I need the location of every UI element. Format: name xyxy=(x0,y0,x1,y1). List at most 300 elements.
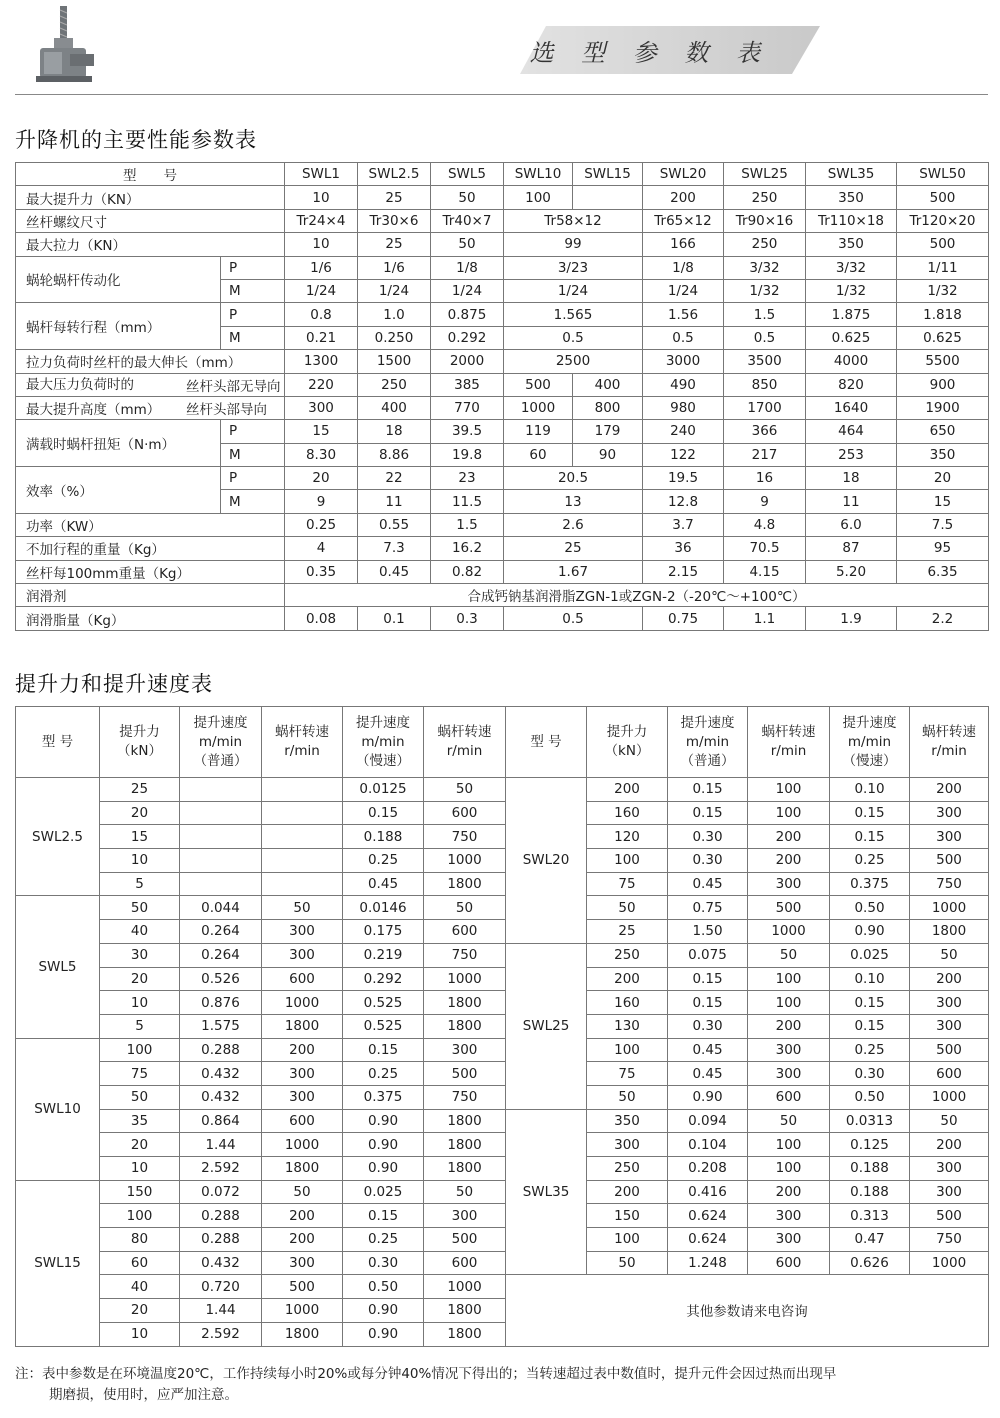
table-cell: 300 xyxy=(262,943,343,967)
table-cell: 0.21 xyxy=(285,326,358,349)
table-cell: 10 xyxy=(100,849,180,873)
table-cell: 1000 xyxy=(424,849,506,873)
table-cell: 119 xyxy=(504,420,573,443)
table-cell: 200 xyxy=(587,778,668,802)
table-cell: 1/24 xyxy=(643,279,724,302)
table-cell: 240 xyxy=(643,420,724,443)
table-cell: 50 xyxy=(262,1180,343,1204)
table-cell: SWL20 xyxy=(643,163,724,186)
table-cell: 1.9 xyxy=(806,607,897,630)
screw-jack-product-image xyxy=(30,4,100,88)
table-cell: 200 xyxy=(587,967,668,991)
sub-label: M xyxy=(221,490,285,513)
table-cell: 980 xyxy=(643,396,724,419)
table-header-row xyxy=(16,707,989,778)
table-cell: 1000 xyxy=(504,396,573,419)
row-label: 拉力负荷时丝杆的最大伸长（mm） xyxy=(16,350,285,373)
table-cell: 0.25 xyxy=(830,1038,910,1062)
table-cell: 350 xyxy=(806,186,897,209)
table-cell: 0.208 xyxy=(668,1157,748,1181)
table-cell: 0.188 xyxy=(830,1157,910,1181)
table-cell: 300 xyxy=(424,1204,506,1228)
table-cell: 1.44 xyxy=(180,1299,262,1323)
table-cell: 1800 xyxy=(424,1014,506,1038)
table-row xyxy=(16,513,989,536)
table-cell: 200 xyxy=(910,778,989,802)
table-cell: 300 xyxy=(748,872,830,896)
table-cell: 464 xyxy=(806,420,897,443)
row-label: 效率（%） xyxy=(16,467,221,514)
table-cell: 2.15 xyxy=(643,560,724,583)
table-cell: 0.90 xyxy=(343,1157,424,1181)
table-cell xyxy=(180,825,262,849)
table-cell: 16 xyxy=(724,467,806,490)
table-cell: 0.15 xyxy=(830,1014,910,1038)
table-cell: 1.44 xyxy=(180,1133,262,1157)
table-cell: 0.624 xyxy=(668,1228,748,1252)
table-cell: 合成钙钠基润滑脂ZGN-1或ZGN-2（-20℃～+100℃） xyxy=(285,584,989,607)
table-cell: 0.720 xyxy=(180,1275,262,1299)
table-cell: 1.50 xyxy=(668,920,748,944)
table-cell: SWL25 xyxy=(724,163,806,186)
table-cell: Tr58×12 xyxy=(504,209,643,232)
table-cell: 50 xyxy=(100,896,180,920)
table-cell: 300 xyxy=(748,1062,830,1086)
table-cell: 0.525 xyxy=(343,1014,424,1038)
table-cell: 3.7 xyxy=(643,513,724,536)
table-cell: 18 xyxy=(358,420,431,443)
table-cell xyxy=(180,849,262,873)
table-cell: 25 xyxy=(100,778,180,802)
table-cell: 1800 xyxy=(262,1014,343,1038)
table-cell: 50 xyxy=(910,1109,989,1133)
table-cell: 0.104 xyxy=(668,1133,748,1157)
table-cell: 0.044 xyxy=(180,896,262,920)
table-cell: 0.45 xyxy=(668,1062,748,1086)
table-cell: 0.30 xyxy=(830,1062,910,1086)
table-cell: 1000 xyxy=(262,1299,343,1323)
table-cell: 0.525 xyxy=(343,991,424,1015)
table-cell: 25 xyxy=(358,186,431,209)
table-cell: 0.82 xyxy=(431,560,504,583)
table-cell: 250 xyxy=(587,1157,668,1181)
table-cell: 200 xyxy=(748,1014,830,1038)
table-cell: 0.075 xyxy=(668,943,748,967)
table-cell: 0.876 xyxy=(180,991,262,1015)
table-cell: 0.626 xyxy=(830,1251,910,1275)
table-cell: Tr30×6 xyxy=(358,209,431,232)
table-cell: 15 xyxy=(285,420,358,443)
table-cell: 300 xyxy=(262,920,343,944)
table-cell: SWL15 xyxy=(573,163,643,186)
table-cell: 200 xyxy=(587,1180,668,1204)
table-cell: 0.25 xyxy=(343,1062,424,1086)
table-cell: 200 xyxy=(262,1228,343,1252)
table-cell: 8.86 xyxy=(358,443,431,466)
table-cell: 1/32 xyxy=(806,279,897,302)
table-cell: 2500 xyxy=(504,350,643,373)
table-cell: 600 xyxy=(910,1062,989,1086)
table-cell: 0.15 xyxy=(668,801,748,825)
table-cell: 0.1 xyxy=(358,607,431,630)
performance-table xyxy=(15,162,989,631)
table-row xyxy=(16,991,989,1015)
column-header: 提升速度 m/min （慢速） xyxy=(343,707,424,778)
table-cell xyxy=(180,801,262,825)
row-label xyxy=(16,373,285,396)
table-cell: 20 xyxy=(100,801,180,825)
table-cell: 220 xyxy=(285,373,358,396)
column-header: 提升速度 m/min （普通） xyxy=(668,707,748,778)
table-cell: Tr90×16 xyxy=(724,209,806,232)
table-cell: 1800 xyxy=(424,1157,506,1181)
table-cell xyxy=(262,801,343,825)
sub-label: M xyxy=(221,326,285,349)
table-row xyxy=(16,1204,989,1228)
table-cell: 0.90 xyxy=(343,1133,424,1157)
table-cell: 5.20 xyxy=(806,560,897,583)
table-cell: 1/6 xyxy=(358,256,431,279)
model-header: 型 号 xyxy=(16,163,285,186)
table-cell: 600 xyxy=(748,1251,830,1275)
table-cell: 100 xyxy=(748,967,830,991)
table-cell: 1800 xyxy=(424,1299,506,1323)
table-cell: 19.5 xyxy=(643,467,724,490)
table-cell: 200 xyxy=(910,967,989,991)
table-cell: 0.15 xyxy=(343,1204,424,1228)
table-cell: 12.8 xyxy=(643,490,724,513)
table-cell: 0.08 xyxy=(285,607,358,630)
table-cell: 750 xyxy=(910,1228,989,1252)
table-cell: 6.35 xyxy=(897,560,989,583)
table-cell: 0.025 xyxy=(343,1180,424,1204)
table-cell: 300 xyxy=(910,1180,989,1204)
table-cell: 25 xyxy=(587,920,668,944)
table-cell: 20 xyxy=(285,467,358,490)
section1-title: 升降机的主要性能参数表 xyxy=(15,128,257,152)
table-cell: 2.592 xyxy=(180,1157,262,1181)
table-cell: 0.5 xyxy=(643,326,724,349)
table-cell: 3/32 xyxy=(806,256,897,279)
table-cell: 250 xyxy=(358,373,431,396)
table-cell: 500 xyxy=(897,186,989,209)
table-cell: 99 xyxy=(504,233,643,256)
table-cell: 0.375 xyxy=(343,1085,424,1109)
table-cell: 600 xyxy=(262,1109,343,1133)
table-cell: 0.45 xyxy=(358,560,431,583)
table-cell: 253 xyxy=(806,443,897,466)
table-cell: 0.288 xyxy=(180,1228,262,1252)
table-cell: 0.15 xyxy=(830,801,910,825)
footnote-line: 期磨损，使用时，应严加注意。 xyxy=(49,1387,238,1403)
table-cell: 0.15 xyxy=(830,991,910,1015)
table-row xyxy=(16,1109,989,1133)
table-cell: 160 xyxy=(587,801,668,825)
table-cell: 1000 xyxy=(910,1251,989,1275)
table-cell: 39.5 xyxy=(431,420,504,443)
table-cell: 0.250 xyxy=(358,326,431,349)
table-cell: 1900 xyxy=(897,396,989,419)
table-cell: 0.8 xyxy=(285,303,358,326)
table-cell: 16.2 xyxy=(431,537,504,560)
table-cell xyxy=(180,872,262,896)
table-cell: 1500 xyxy=(358,350,431,373)
table-cell: 100 xyxy=(504,186,573,209)
table-cell: 200 xyxy=(262,1038,343,1062)
table-cell: 500 xyxy=(748,896,830,920)
table-cell: 23 xyxy=(431,467,504,490)
table-cell: SWL35 xyxy=(806,163,897,186)
model-cell: SWL5 xyxy=(16,896,100,1038)
table-cell: 1.565 xyxy=(504,303,643,326)
table-cell: 1000 xyxy=(910,896,989,920)
sub-label: P xyxy=(221,420,285,443)
table-cell: 19.8 xyxy=(431,443,504,466)
table-cell: 40 xyxy=(100,1275,180,1299)
table-cell: 0.15 xyxy=(668,778,748,802)
table-cell: 5500 xyxy=(897,350,989,373)
model-cell: SWL2.5 xyxy=(16,778,100,896)
row-label-line: 最大压力负荷时的 xyxy=(26,376,134,393)
table-cell: 1/24 xyxy=(431,279,504,302)
speed-table xyxy=(15,706,989,1347)
table-cell: 1000 xyxy=(424,967,506,991)
table-cell: 0.75 xyxy=(668,896,748,920)
table-cell: 0.864 xyxy=(180,1109,262,1133)
table-cell: 0.15 xyxy=(830,825,910,849)
table-cell: 70.5 xyxy=(724,537,806,560)
table-cell: 5 xyxy=(100,872,180,896)
table-cell: 200 xyxy=(748,1180,830,1204)
table-cell: 600 xyxy=(424,801,506,825)
table-cell: 300 xyxy=(262,1062,343,1086)
table-cell: 1.0 xyxy=(358,303,431,326)
table-cell: 0.15 xyxy=(343,801,424,825)
table-cell: 500 xyxy=(504,373,573,396)
table-cell: 1800 xyxy=(262,1322,343,1346)
table-cell: 300 xyxy=(285,396,358,419)
table-cell: 2.2 xyxy=(897,607,989,630)
table-cell: 0.50 xyxy=(830,896,910,920)
table-cell: 1800 xyxy=(262,1157,343,1181)
table-row xyxy=(16,186,989,209)
footnote xyxy=(15,1364,990,1406)
table-cell: 3/23 xyxy=(504,256,643,279)
table-cell: 0.25 xyxy=(285,513,358,536)
table-cell: 1/11 xyxy=(897,256,989,279)
table-cell: 0.5 xyxy=(504,326,643,349)
row-label: 满载时蜗杆扭矩（N·m） xyxy=(16,420,221,467)
table-cell: 0.375 xyxy=(830,872,910,896)
table-cell: 200 xyxy=(262,1204,343,1228)
table-cell: 20 xyxy=(100,1133,180,1157)
sub-label: M xyxy=(221,443,285,466)
table-cell: 0.432 xyxy=(180,1251,262,1275)
table-cell: 4.8 xyxy=(724,513,806,536)
table-row xyxy=(16,1180,989,1204)
table-cell: 50 xyxy=(431,186,504,209)
column-header: 型 号 xyxy=(506,707,587,778)
table-row xyxy=(16,943,989,967)
table-cell: 15 xyxy=(897,490,989,513)
table-cell: 200 xyxy=(910,1133,989,1157)
table-cell: SWL10 xyxy=(504,163,573,186)
column-header: 型 号 xyxy=(16,707,100,778)
table-cell: 1.5 xyxy=(431,513,504,536)
table-cell: 166 xyxy=(643,233,724,256)
table-cell: 60 xyxy=(504,443,573,466)
table-cell: 100 xyxy=(748,1133,830,1157)
table-cell: 400 xyxy=(573,373,643,396)
table-cell: 300 xyxy=(424,1038,506,1062)
table-cell: 7.3 xyxy=(358,537,431,560)
table-cell: 10 xyxy=(100,991,180,1015)
table-cell: 10 xyxy=(285,186,358,209)
table-cell: 0.188 xyxy=(343,825,424,849)
table-cell: 5 xyxy=(100,1014,180,1038)
table-cell: 0.50 xyxy=(343,1275,424,1299)
row-label: 最大提升力（KN） xyxy=(16,186,285,209)
table-cell: 500 xyxy=(910,1038,989,1062)
table-cell: 15 xyxy=(100,825,180,849)
table-cell: 1000 xyxy=(748,920,830,944)
table-cell: 0.416 xyxy=(668,1180,748,1204)
table-cell: 35 xyxy=(100,1109,180,1133)
row-label: 丝杆螺纹尺寸 xyxy=(16,209,285,232)
table-cell: 36 xyxy=(643,537,724,560)
table-cell: 850 xyxy=(724,373,806,396)
table-cell: 0.10 xyxy=(830,778,910,802)
table-cell: 0.3 xyxy=(431,607,504,630)
table-row xyxy=(16,1157,989,1181)
table-cell: 0.10 xyxy=(830,967,910,991)
table-cell: 130 xyxy=(587,1014,668,1038)
table-cell: 50 xyxy=(748,1109,830,1133)
table-cell: 0.90 xyxy=(343,1322,424,1346)
table-cell: 1700 xyxy=(724,396,806,419)
row-label: 丝杆每100mm重量（Kg） xyxy=(16,560,285,583)
table-cell: 200 xyxy=(643,186,724,209)
table-cell: 300 xyxy=(262,1251,343,1275)
table-cell: 1800 xyxy=(910,920,989,944)
table-cell: 1000 xyxy=(910,1085,989,1109)
row-label: 蜗杆每转行程（mm） xyxy=(16,303,221,350)
table-cell: 1.5 xyxy=(724,303,806,326)
row-label: 蜗轮蜗杆传动化 xyxy=(16,256,221,303)
table-cell: 0.45 xyxy=(343,872,424,896)
table-cell: 40 xyxy=(100,920,180,944)
column-header: 蜗杆转速 r/min xyxy=(424,707,506,778)
table-cell: 6.0 xyxy=(806,513,897,536)
table-cell: 0.625 xyxy=(806,326,897,349)
table-cell: 1.875 xyxy=(806,303,897,326)
table-cell: 25 xyxy=(504,537,643,560)
sub-label: P xyxy=(221,256,285,279)
table-cell: 80 xyxy=(100,1228,180,1252)
table-cell: 0.0125 xyxy=(343,778,424,802)
table-cell: 300 xyxy=(748,1038,830,1062)
table-row xyxy=(16,1228,989,1252)
table-cell: 4.15 xyxy=(724,560,806,583)
table-cell: 350 xyxy=(806,233,897,256)
table-cell: 0.15 xyxy=(343,1038,424,1062)
table-cell: 650 xyxy=(897,420,989,443)
table-cell: 600 xyxy=(424,920,506,944)
table-cell: 490 xyxy=(643,373,724,396)
table-row xyxy=(16,1085,989,1109)
table-cell: 385 xyxy=(431,373,504,396)
row-label: 润滑脂量（Kg） xyxy=(16,607,285,630)
table-cell: 122 xyxy=(643,443,724,466)
table-row xyxy=(16,209,989,232)
table-cell: 0.90 xyxy=(668,1085,748,1109)
table-row xyxy=(16,1014,989,1038)
table-cell: 400 xyxy=(358,396,431,419)
table-row xyxy=(16,872,989,896)
table-cell: 1/24 xyxy=(358,279,431,302)
table-cell: 0.188 xyxy=(830,1180,910,1204)
table-cell: 3/32 xyxy=(724,256,806,279)
table-cell: 9 xyxy=(285,490,358,513)
footnote-line: 注：表中参数是在环境温度20℃，工作持续每小时20%或每分钟40%情况下得出的；当转速超过表中数值时，提升元件会因过热而出现早 xyxy=(15,1366,837,1382)
table-cell: 300 xyxy=(748,1228,830,1252)
table-cell: 0.313 xyxy=(830,1204,910,1228)
column-header: 提升力 （kN） xyxy=(587,707,668,778)
table-cell: 0.264 xyxy=(180,943,262,967)
table-cell: 0.30 xyxy=(668,1014,748,1038)
table-cell: 160 xyxy=(587,991,668,1015)
sub-label: M xyxy=(221,279,285,302)
consult-note: 其他参数请来电咨询 xyxy=(506,1275,989,1346)
table-row xyxy=(16,584,989,607)
table-cell: 0.25 xyxy=(830,849,910,873)
table-row xyxy=(16,163,989,186)
table-cell: 0.125 xyxy=(830,1133,910,1157)
table-cell: 0.30 xyxy=(668,849,748,873)
table-cell: SWL1 xyxy=(285,163,358,186)
table-cell: 30 xyxy=(100,943,180,967)
table-row xyxy=(16,1251,989,1275)
table-cell: 1000 xyxy=(424,1275,506,1299)
table-cell: 200 xyxy=(748,849,830,873)
table-cell: 1800 xyxy=(424,991,506,1015)
table-cell: 50 xyxy=(424,1180,506,1204)
table-cell: 13 xyxy=(504,490,643,513)
table-cell: 11.5 xyxy=(431,490,504,513)
table-cell: 20.5 xyxy=(504,467,643,490)
table-cell: 95 xyxy=(897,537,989,560)
table-cell: 1640 xyxy=(806,396,897,419)
table-cell: 750 xyxy=(910,872,989,896)
table-cell: 50 xyxy=(587,1085,668,1109)
table-cell: 0.25 xyxy=(343,849,424,873)
table-cell: 20 xyxy=(100,967,180,991)
table-row xyxy=(16,1275,989,1299)
table-cell: 50 xyxy=(100,1085,180,1109)
table-row xyxy=(16,825,989,849)
model-cell: SWL20 xyxy=(506,778,587,944)
table-cell: 0.15 xyxy=(668,967,748,991)
table-cell: 75 xyxy=(587,872,668,896)
table-cell: 0.45 xyxy=(668,872,748,896)
table-cell: 3500 xyxy=(724,350,806,373)
sub-label: P xyxy=(221,467,285,490)
table-row xyxy=(16,896,989,920)
table-cell: 20 xyxy=(100,1299,180,1323)
table-cell: 0.25 xyxy=(343,1228,424,1252)
sub-label: 丝杆头部无导向 xyxy=(186,378,281,395)
table-cell: 87 xyxy=(806,537,897,560)
